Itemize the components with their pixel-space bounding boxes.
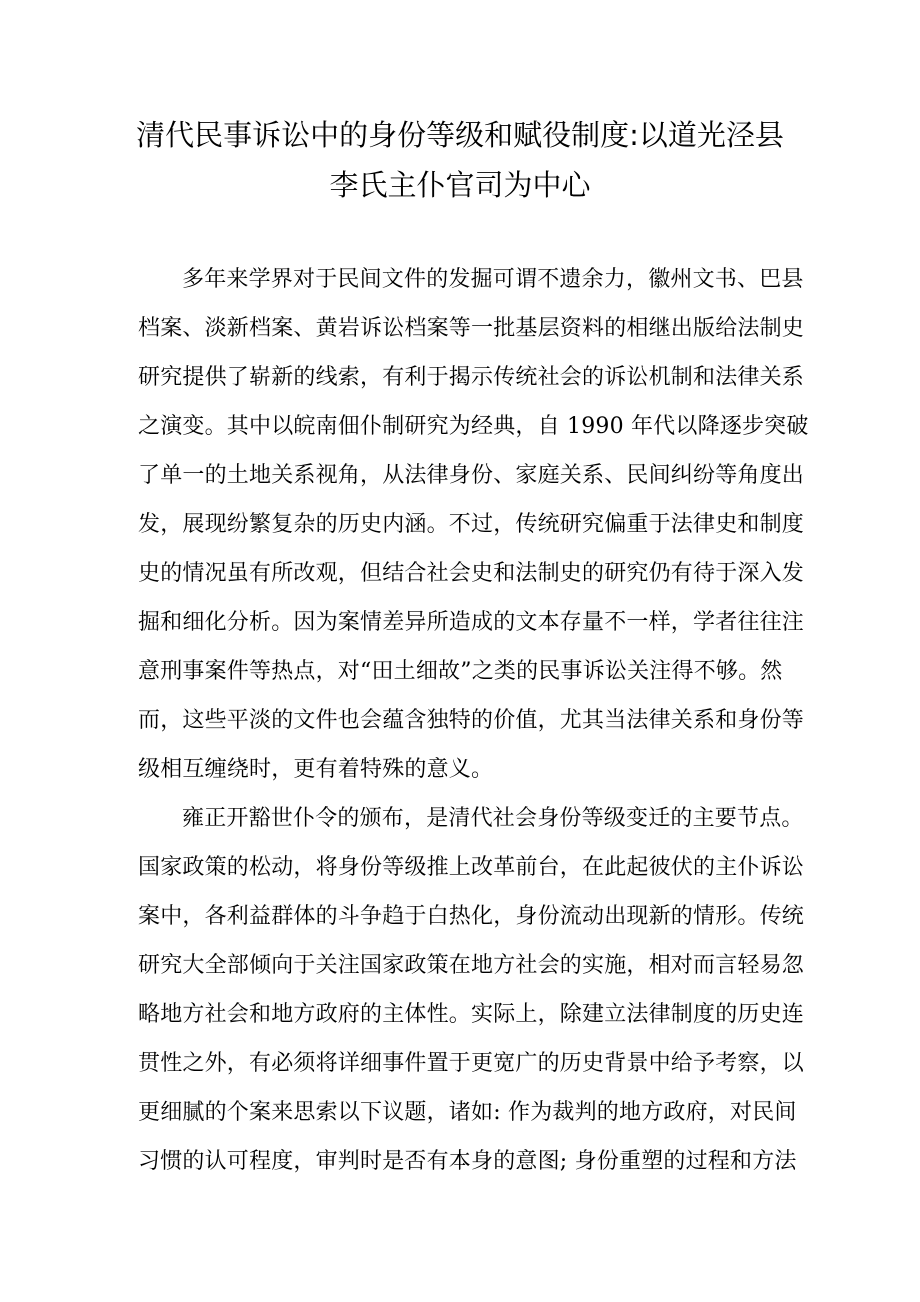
paragraph-2-line-8: 习惯的认可程度，审判时是否有本身的意图; 身份重塑的过程和方法 [138,1149,797,1174]
paragraph-1-line-2: 档案、淡新档案、黄岩诉讼档案等一批基层资料的相继出版给法制史 [138,316,805,341]
paragraph-1-line-5: 了单一的土地关系视角，从法律身份、家庭关系、民间纠纷等角度出 [138,463,805,488]
paragraph-2-line-7: 更细腻的个案来思索以下议题，诸如: 作为裁判的地方政府，对民间 [138,1100,797,1125]
paragraph-1-line-10: 而，这些平淡的文件也会蕴含独特的价值，尤其当法律关系和身份等 [138,708,805,733]
paragraph-1-line-9: 意刑事案件等热点，对“田土细故”之类的民事诉讼关注得不够。然 [138,659,783,684]
paragraph-1-line-6: 发，展现纷繁复杂的历史内涵。不过，传统研究偏重于法律史和制度 [138,512,805,537]
paragraph-1-line-11: 级相互缠绕时，更有着特殊的意义。 [138,757,494,782]
document-title-line-1: 清代民事诉讼中的身份等级和赋役制度:以道光泾县 [136,118,784,152]
paragraph-1-line-1: 多年来学界对于民间文件的发掘可谓不遗余力，徽州文书、巴县 [182,267,804,292]
paragraph-2-line-2: 国家政策的松动，将身份等级推上改革前台，在此起彼伏的主仆诉讼 [138,855,805,880]
paragraph-2-line-5: 略地方社会和地方政府的主体性。实际上，除建立法律制度的历史连 [138,1002,805,1027]
paragraph-1-line-8: 掘和细化分析。因为案情差异所造成的文本存量不一样，学者往往注 [138,610,805,635]
paragraph-2-line-4: 研究大全部倾向于关注国家政策在地方社会的实施，相对而言轻易忽 [138,953,805,978]
paragraph-2-line-6: 贯性之外，有必须将详细事件置于更宽广的历史背景中给予考察，以 [138,1051,805,1076]
paragraph-1-line-7: 史的情况虽有所改观，但结合社会史和法制史的研究仍有待于深入发 [138,561,805,586]
document-title-line-2: 李氏主仆官司为中心 [329,168,591,202]
paragraph-2-line-1: 雍正开豁世仆令的颁布，是清代社会身份等级变迁的主要节点。 [182,806,804,831]
paragraph-2-line-3: 案中，各利益群体的斗争趋于白热化，身份流动出现新的情形。传统 [138,904,805,929]
paragraph-1-line-4: 之演变。其中以皖南佃仆制研究为经典，自 1990 年代以降逐步突破 [138,414,809,439]
paragraph-1-line-3: 研究提供了崭新的线索，有利于揭示传统社会的诉讼机制和法律关系 [138,365,805,390]
